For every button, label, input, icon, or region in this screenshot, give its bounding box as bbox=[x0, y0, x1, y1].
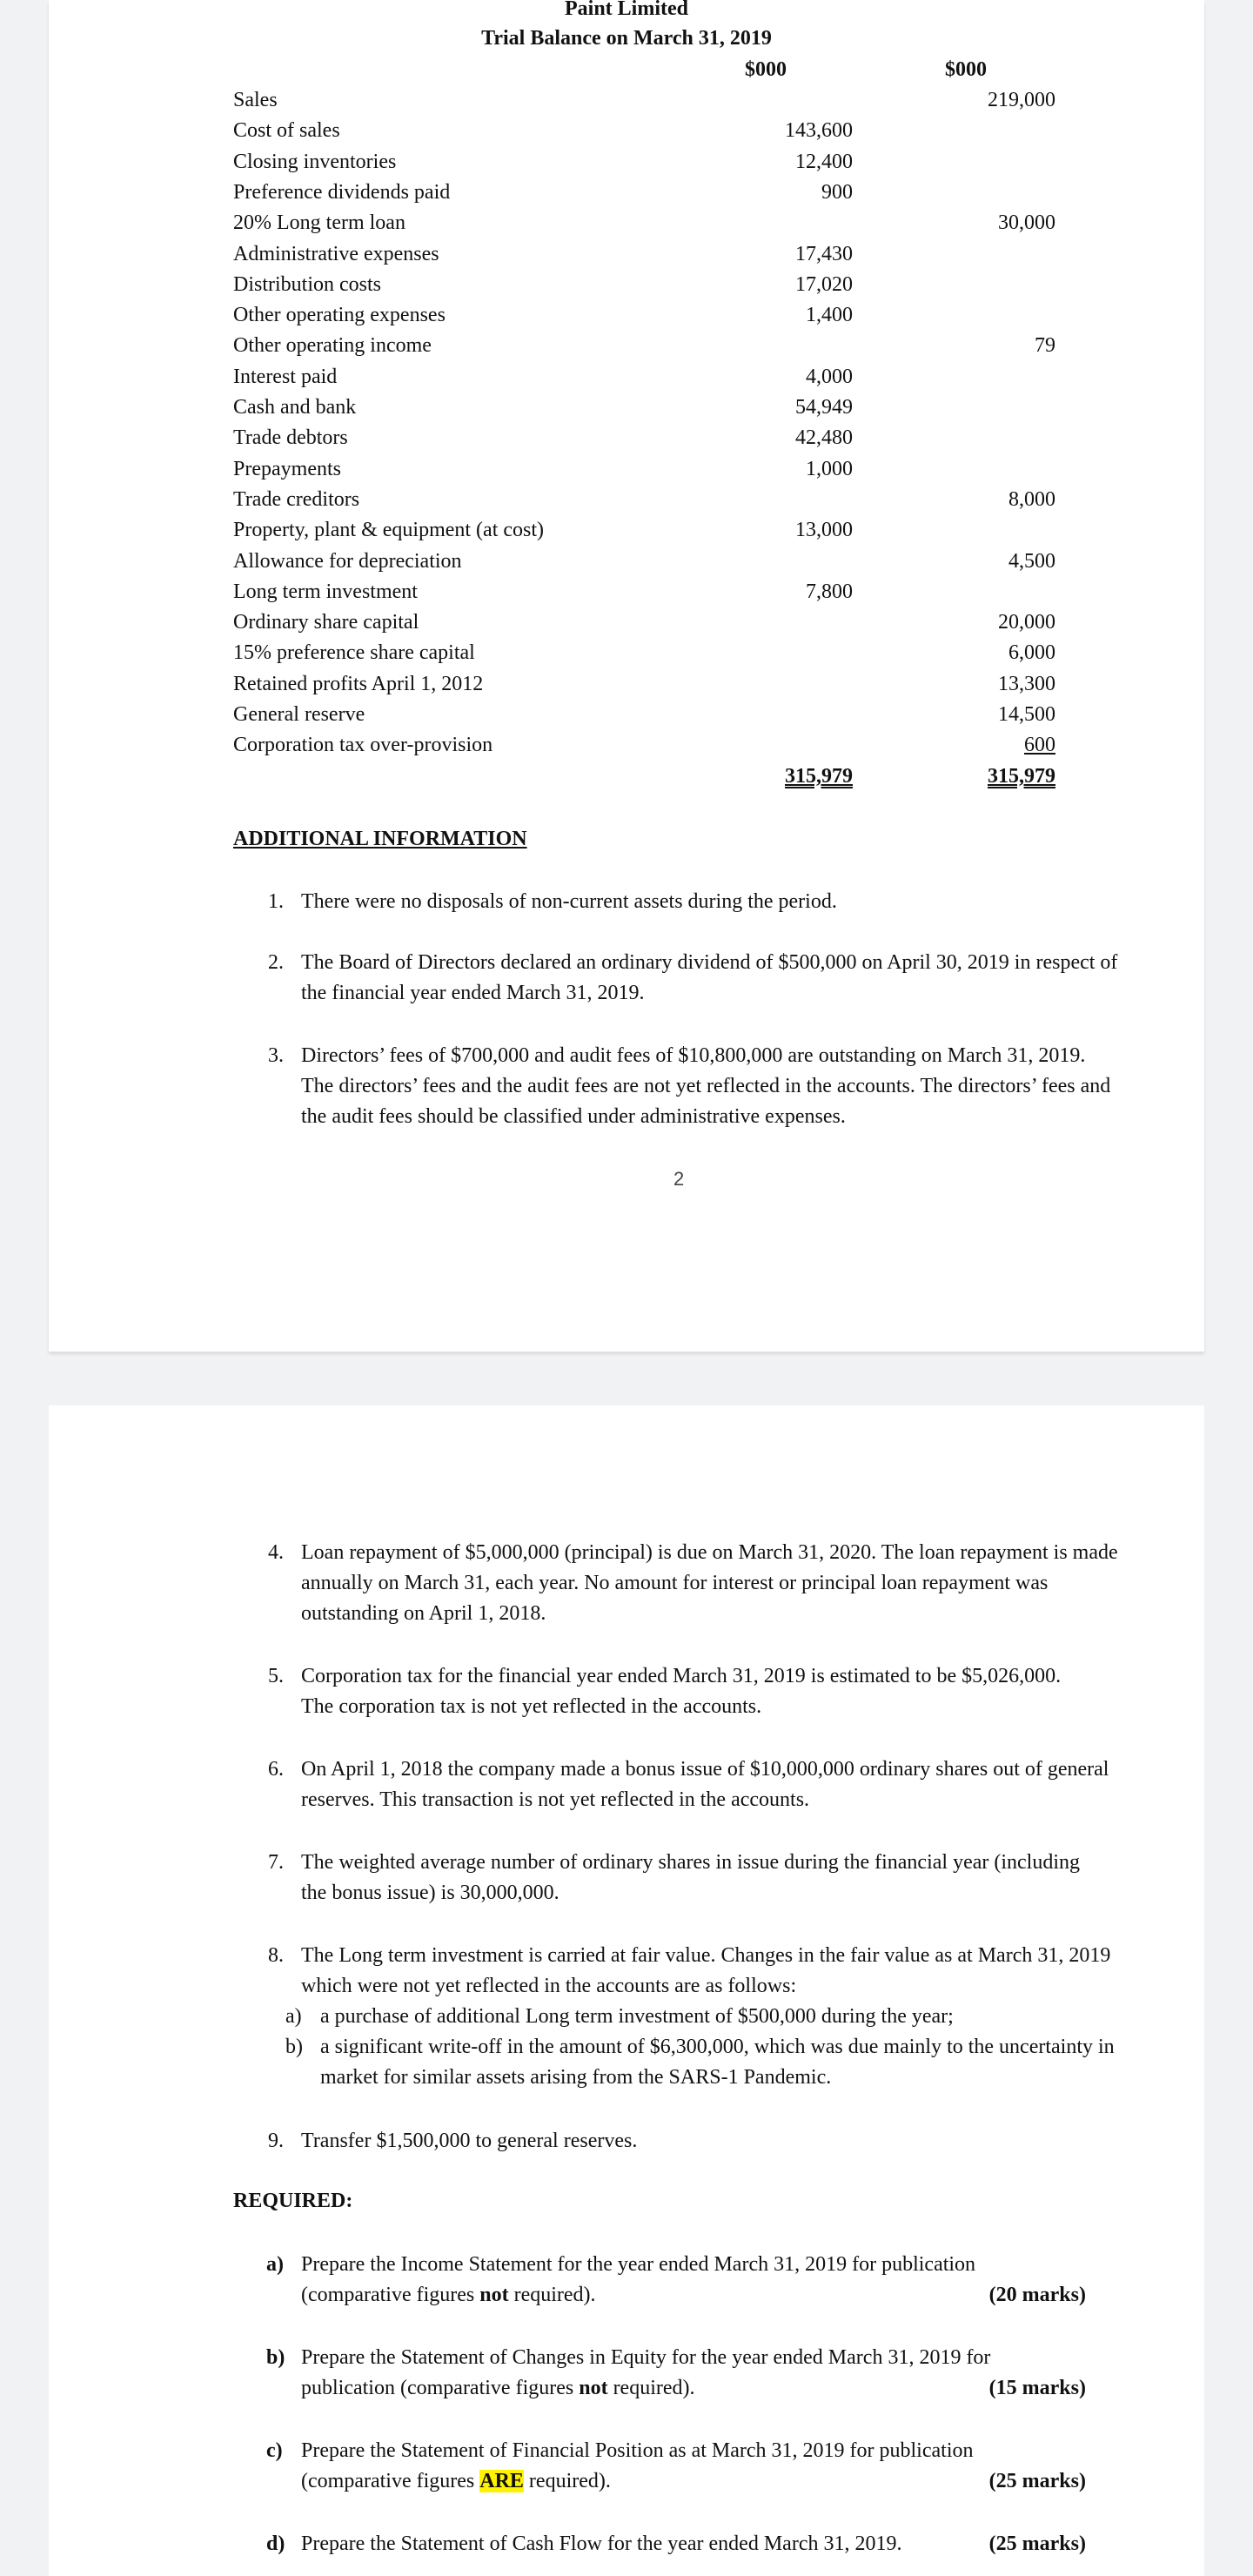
row-label: Cash and bank bbox=[233, 396, 357, 419]
credit-total: 315,979 bbox=[988, 765, 1055, 788]
row-debit: 13,000 bbox=[795, 519, 853, 541]
row-label: Trade creditors bbox=[233, 488, 360, 511]
row-label: Interest paid bbox=[233, 366, 338, 388]
info-8-sub-a: a purchase of additional Long term investment of $500,000 during the year; bbox=[320, 2005, 954, 2028]
info-item-2: The Board of Directors declared an ordinary dividend of $500,000 on April 30, 2019 in respect of the financial year ended March 31, 2019. bbox=[301, 951, 1118, 1004]
required-d-marks: (25 marks) bbox=[988, 2532, 1086, 2555]
info-number: 7. bbox=[268, 1851, 284, 1874]
required-letter: b) bbox=[266, 2346, 285, 2369]
row-credit: 14,500 bbox=[998, 703, 1055, 726]
info-number: 6. bbox=[268, 1758, 284, 1781]
info-item-5: Corporation tax for the financial year ended March 31, 2019 is estimated to be $5,026,000. The corporation tax is not yet reflected in the accounts. bbox=[301, 1665, 1062, 1718]
required-heading: REQUIRED: bbox=[233, 2190, 353, 2212]
row-debit: 4,000 bbox=[806, 366, 853, 388]
row-label: Allowance for depreciation bbox=[233, 550, 462, 573]
info-8-sub-letter: a) bbox=[285, 2005, 302, 2028]
info-item-1: There were no disposals of non-current assets during the period. bbox=[301, 890, 837, 913]
info-number: 8. bbox=[268, 1944, 284, 1967]
info-number: 3. bbox=[268, 1044, 284, 1067]
credit-column-header: $000 bbox=[945, 58, 987, 81]
row-debit: 42,480 bbox=[795, 426, 853, 449]
row-debit: 7,800 bbox=[806, 580, 853, 603]
row-credit: 600 bbox=[1024, 734, 1055, 756]
company-name: Paint Limited bbox=[565, 0, 688, 20]
row-label: Sales bbox=[233, 89, 278, 111]
row-credit: 30,000 bbox=[998, 211, 1055, 234]
info-item-3: Directors’ fees of $700,000 and audit fees of $10,800,000 are outstanding on March 31, 2019. The directors’ fees and the audit fees are not yet reflected in the accounts. The directors’ fees and the audit fees should be classified under administrative expenses. bbox=[301, 1044, 1111, 1128]
required-c-line1: Prepare the Statement of Financial Position as at March 31, 2019 for publication bbox=[301, 2439, 974, 2462]
document-page-2 bbox=[49, 1405, 1204, 2576]
row-credit: 79 bbox=[1035, 334, 1055, 357]
info-number: 4. bbox=[268, 1541, 284, 1564]
info-number: 2. bbox=[268, 951, 284, 974]
highlighted-are: ARE bbox=[479, 2470, 524, 2492]
row-credit: 219,000 bbox=[988, 89, 1055, 111]
row-debit: 143,600 bbox=[785, 119, 853, 142]
info-number: 9. bbox=[268, 2130, 284, 2152]
row-label: Ordinary share capital bbox=[233, 611, 419, 634]
row-label: Property, plant & equipment (at cost) bbox=[233, 519, 545, 541]
row-debit: 12,400 bbox=[795, 151, 853, 173]
row-credit: 13,300 bbox=[998, 673, 1055, 695]
required-letter: a) bbox=[266, 2253, 284, 2276]
row-label: Prepayments bbox=[233, 458, 341, 480]
row-label: Cost of sales bbox=[233, 119, 340, 142]
row-label: 20% Long term loan bbox=[233, 211, 405, 234]
info-8-sub-b: a significant write-off in the amount of $6,300,000, which was due mainly to the uncertainty in market for similar assets arising from the SARS-1 Pandemic. bbox=[320, 2036, 1115, 2089]
required-c-marks: (25 marks) bbox=[988, 2470, 1086, 2492]
required-d-line1: Prepare the Statement of Cash Flow for the year ended March 31, 2019. bbox=[301, 2532, 902, 2555]
required-a-marks: (20 marks) bbox=[988, 2284, 1086, 2306]
info-8-sub-letter: b) bbox=[285, 2036, 303, 2058]
row-credit: 20,000 bbox=[998, 611, 1055, 634]
row-label: Administrative expenses bbox=[233, 243, 439, 265]
row-debit: 54,949 bbox=[795, 396, 853, 419]
row-credit: 4,500 bbox=[1008, 550, 1055, 573]
row-debit: 1,000 bbox=[806, 458, 853, 480]
row-label: Other operating income bbox=[233, 334, 432, 357]
row-debit: 900 bbox=[821, 181, 853, 204]
row-debit: 1,400 bbox=[806, 304, 853, 326]
required-letter: d) bbox=[266, 2532, 285, 2555]
required-b-marks: (15 marks) bbox=[988, 2377, 1086, 2399]
info-item-4: Loan repayment of $5,000,000 (principal) is due on March 31, 2020. The loan repayment is made annually on March 31, each year. No amount for interest or principal loan repayment was outstanding on April 1, 2018. bbox=[301, 1541, 1118, 1625]
row-credit: 6,000 bbox=[1008, 641, 1055, 664]
page-number: 2 bbox=[673, 1168, 685, 1190]
trial-balance-title: Trial Balance on March 31, 2019 bbox=[481, 27, 772, 50]
required-b-line2: publication (comparative figures not required). bbox=[301, 2377, 695, 2399]
info-item-9: Transfer $1,500,000 to general reserves. bbox=[301, 2130, 638, 2152]
row-label: Retained profits April 1, 2012 bbox=[233, 673, 484, 695]
debit-total: 315,979 bbox=[785, 765, 853, 788]
row-label: Distribution costs bbox=[233, 273, 382, 296]
row-credit: 8,000 bbox=[1008, 488, 1055, 511]
info-item-7: The weighted average number of ordinary shares in issue during the financial year (including the bonus issue) is 30,000,000. bbox=[301, 1851, 1081, 1904]
row-label: Other operating expenses bbox=[233, 304, 446, 326]
row-label: Long term investment bbox=[233, 580, 418, 603]
required-letter: c) bbox=[266, 2439, 283, 2462]
info-number: 5. bbox=[268, 1665, 284, 1687]
row-label: Closing inventories bbox=[233, 151, 397, 173]
debit-column-header: $000 bbox=[745, 58, 787, 81]
document-page-1 bbox=[49, 0, 1204, 1352]
required-a-line2: (comparative figures not required). bbox=[301, 2284, 596, 2306]
row-label: Trade debtors bbox=[233, 426, 348, 449]
row-label: 15% preference share capital bbox=[233, 641, 475, 664]
info-item-6: On April 1, 2018 the company made a bonus issue of $10,000,000 ordinary shares out of general reserves. This transaction is not yet reflected in the accounts. bbox=[301, 1758, 1109, 1811]
required-a-line1: Prepare the Income Statement for the year ended March 31, 2019 for publication bbox=[301, 2253, 976, 2276]
row-debit: 17,020 bbox=[795, 273, 853, 296]
required-c-line2: (comparative figures ARE required). bbox=[301, 2470, 611, 2492]
row-label: Preference dividends paid bbox=[233, 181, 451, 204]
required-b-line1: Prepare the Statement of Changes in Equity for the year ended March 31, 2019 for bbox=[301, 2346, 991, 2369]
row-label: Corporation tax over-provision bbox=[233, 734, 493, 756]
info-number: 1. bbox=[268, 890, 284, 913]
row-debit: 17,430 bbox=[795, 243, 853, 265]
row-label: General reserve bbox=[233, 703, 365, 726]
info-item-8: The Long term investment is carried at fair value. Changes in the fair value as at March 31, 2019 which were not yet reflected in the accounts are as follows: bbox=[301, 1944, 1111, 1997]
additional-info-heading: ADDITIONAL INFORMATION bbox=[233, 828, 527, 850]
